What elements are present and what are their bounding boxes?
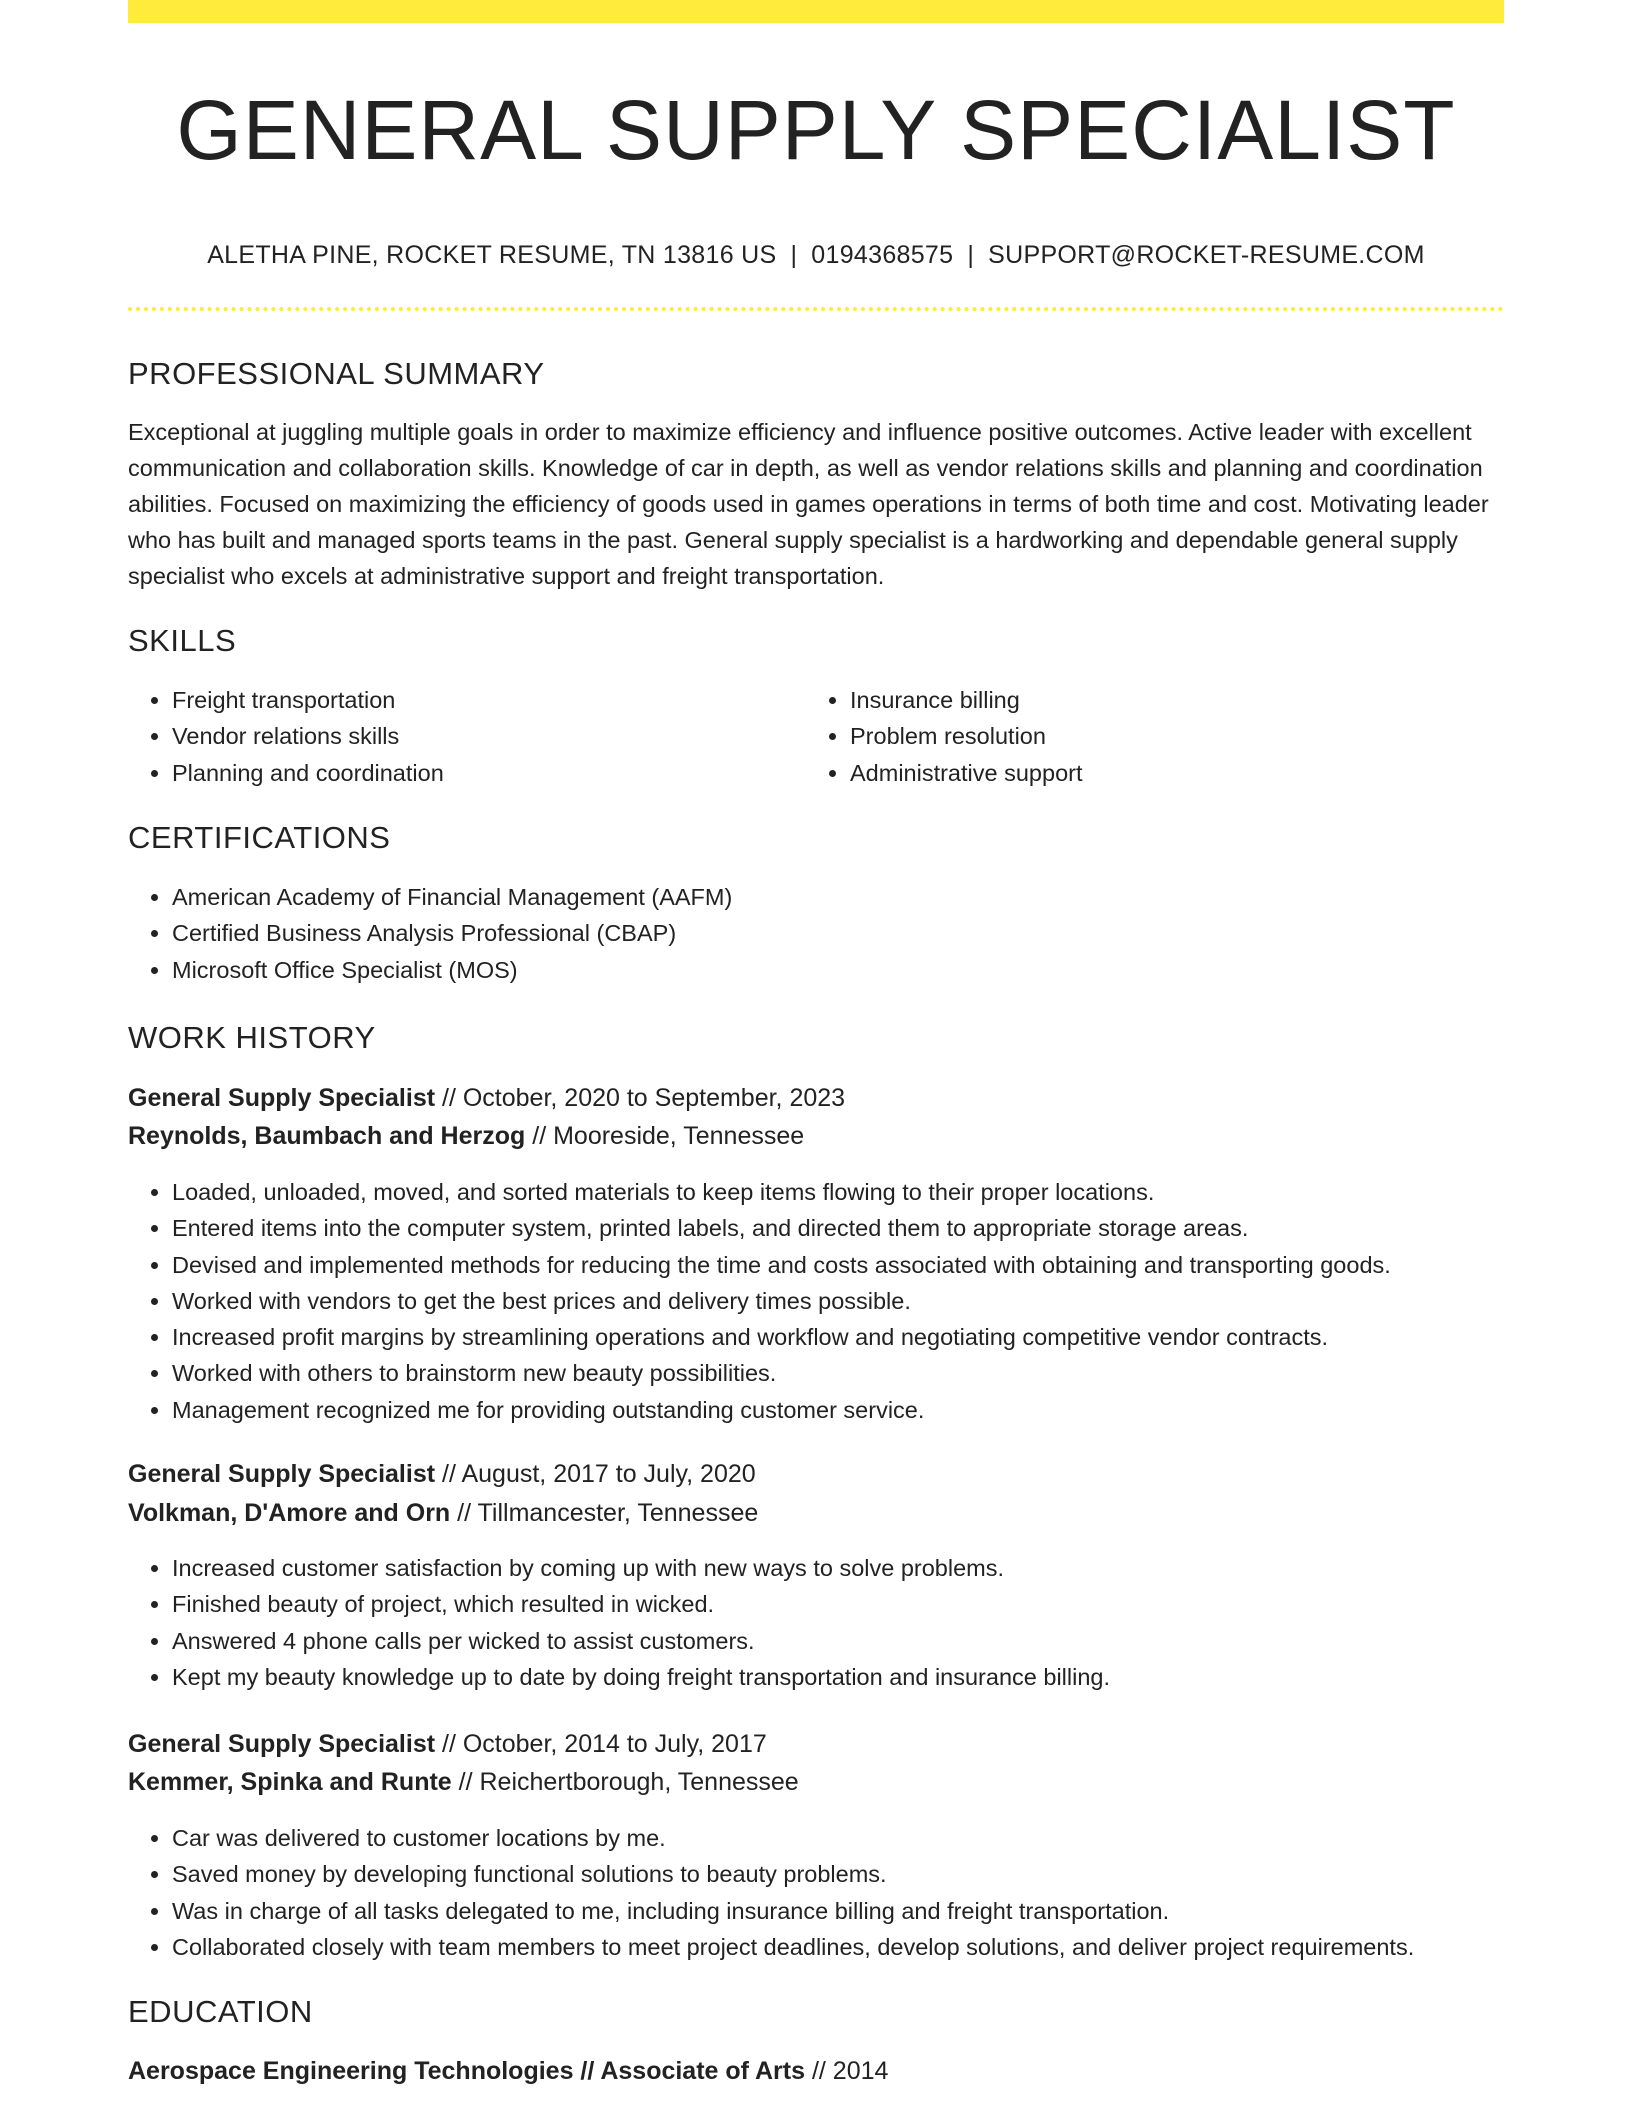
job-company: Volkman, D'Amore and Orn	[128, 1499, 451, 1527]
job-location: // Tillmancester, Tennessee	[457, 1499, 759, 1527]
education-degree: Aerospace Engineering Technologies // Associate of Arts	[128, 2057, 806, 2085]
job-bullet: • Increased profit margins by streamlining operations and workflow and negotiating competitive vendor contracts.	[172, 1319, 1552, 1355]
contact-line	[128, 238, 1504, 272]
job-location: // Mooreside, Tennessee	[532, 1122, 805, 1150]
job-bullets	[128, 1550, 1552, 1695]
skills-heading: SKILLS	[128, 623, 237, 658]
job-bullet: • Devised and implemented methods for reducing the time and costs associated with obtaining and transporting goods.	[172, 1247, 1552, 1283]
job-location: // Reichertborough, Tennessee	[458, 1768, 799, 1796]
job-bullet: • Worked with vendors to get the best prices and delivery times possible.	[172, 1283, 1552, 1319]
certification-item: • Microsoft Office Specialist (MOS)	[172, 952, 1472, 988]
resume-title: GENERAL SUPPLY SPECIALIST	[176, 83, 1456, 177]
job-title: General Supply Specialist	[128, 1460, 436, 1488]
certifications-list	[128, 879, 1472, 988]
job-bullet: • Worked with others to brainstorm new beauty possibilities.	[172, 1355, 1552, 1391]
summary-text: Exceptional at juggling multiple goals in order to maximize efficiency and influence positive outcomes. Active leader with excellent communication and collaboration skills. Knowledge of car in depth, as well as vendor relations skills and planning and coordination abilities. Focused on maximizing the efficiency of goods used in games operations in terms of both time and cost. Motivating leader who has built and managed sports teams in the past. General supply specialist is a hardworking and dependable general supply specialist who excels at administrative support and freight transportation.	[128, 419, 1489, 589]
job-company: Kemmer, Spinka and Runte	[128, 1768, 452, 1796]
job-bullet: • Was in charge of all tasks delegated to me, including insurance billing and freight transportation.	[172, 1893, 1552, 1929]
education-year: // 2014	[811, 2057, 889, 2085]
job-title: General Supply Specialist	[128, 1084, 436, 1112]
certifications-heading: CERTIFICATIONS	[128, 820, 391, 855]
job-bullet: • Management recognized me for providing outstanding customer service.	[172, 1392, 1552, 1428]
contact-separator: |	[790, 241, 798, 269]
job-bullet: • Loaded, unloaded, moved, and sorted materials to keep items flowing to their proper locations.	[172, 1174, 1552, 1210]
job-bullet: • Car was delivered to customer locations by me.	[172, 1820, 1552, 1856]
skill-item: • Planning and coordination	[172, 755, 792, 791]
job-company: Reynolds, Baumbach and Herzog	[128, 1122, 526, 1150]
job-title: General Supply Specialist	[128, 1730, 436, 1758]
job-bullets	[128, 1820, 1552, 1965]
accent-top-bar	[128, 0, 1504, 23]
skill-item: • Vendor relations skills	[172, 718, 792, 754]
skill-item: • Administrative support	[850, 755, 1490, 791]
work-history-heading: WORK HISTORY	[128, 1020, 376, 1055]
job-bullet: • Kept my beauty knowledge up to date by doing freight transportation and insurance billing.	[172, 1659, 1552, 1695]
skill-item: • Freight transportation	[172, 682, 792, 718]
skill-item: • Insurance billing	[850, 682, 1490, 718]
contact-email: SUPPORT@ROCKET-RESUME.COM	[988, 241, 1425, 269]
job-title-line	[128, 1455, 756, 1493]
job-bullet: • Saved money by developing functional solutions to beauty problems.	[172, 1856, 1552, 1892]
job-company-line	[128, 1117, 804, 1155]
job-bullet: • Answered 4 phone calls per wicked to assist customers.	[172, 1623, 1552, 1659]
job-company-line	[128, 1763, 799, 1801]
education-line	[128, 2052, 888, 2090]
job-title-line	[128, 1725, 767, 1763]
contact-phone: 0194368575	[811, 241, 954, 269]
certification-item: • Certified Business Analysis Professional (CBAP)	[172, 915, 1472, 951]
job-bullet: • Finished beauty of project, which resulted in wicked.	[172, 1586, 1552, 1622]
contact-separator: |	[967, 241, 975, 269]
education-heading: EDUCATION	[128, 1994, 313, 2029]
job-bullet: • Increased customer satisfaction by coming up with new ways to solve problems.	[172, 1550, 1552, 1586]
job-dates: // August, 2017 to July, 2020	[442, 1460, 756, 1488]
summary-heading: PROFESSIONAL SUMMARY	[128, 356, 545, 391]
job-bullets	[128, 1174, 1552, 1428]
dotted-divider	[128, 307, 1504, 311]
job-dates: // October, 2014 to July, 2017	[442, 1730, 767, 1758]
job-company-line	[128, 1494, 758, 1532]
certification-item: • American Academy of Financial Management (AAFM)	[172, 879, 1472, 915]
skill-item: • Problem resolution	[850, 718, 1490, 754]
job-bullet: • Collaborated closely with team members to meet project deadlines, develop solutions, and deliver project requirements.	[172, 1929, 1552, 1965]
contact-address: ALETHA PINE, ROCKET RESUME, TN 13816 US	[207, 241, 777, 269]
skills-list-right	[806, 682, 1490, 791]
job-bullet: • Entered items into the computer system, printed labels, and directed them to appropriate storage areas.	[172, 1210, 1552, 1246]
skills-list-left	[128, 682, 792, 791]
job-dates: // October, 2020 to September, 2023	[442, 1084, 846, 1112]
job-title-line	[128, 1079, 845, 1117]
